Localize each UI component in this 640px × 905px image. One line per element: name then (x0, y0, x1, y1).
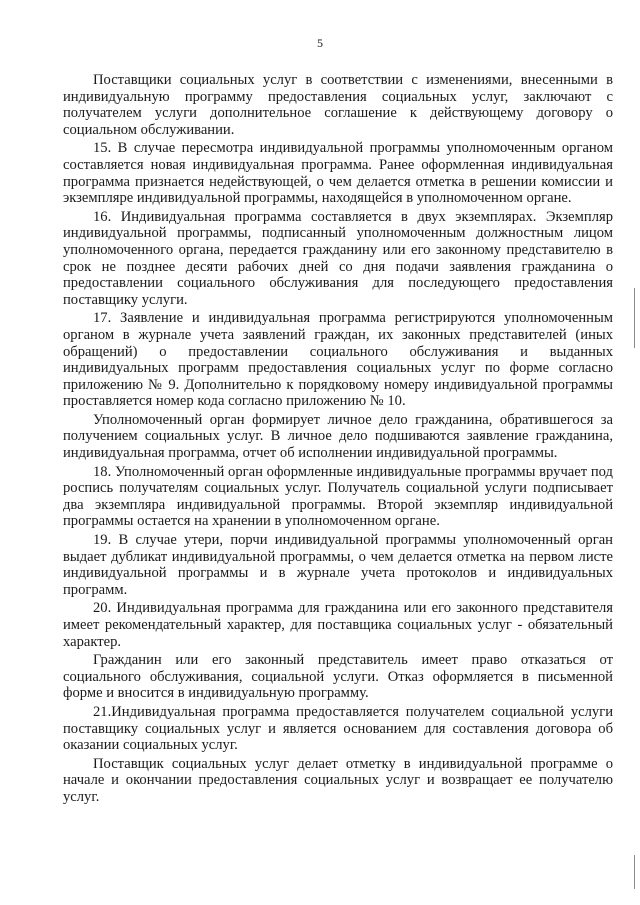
paragraph-15: 15. В случае пересмотра индивидуальной программы уполномоченным органом составляется новая индивидуальная программа. Ранее оформленная индивидуальная программа признается недействующей, о чем делается отметка в решении комиссии и экземпляре индивидуальной программы, находящейся в уполномоченном органе. (63, 140, 613, 207)
paragraph-18: 18. Уполномоченный орган оформленные индивидуальные программы вручает под роспись получателям социальных услуг. Получатель социальной услуги подписывает два экземпляра индивидуальной программы. Второй экземпляр индивидуальной программы остается на хранении в уполномоченном органе. (63, 463, 613, 530)
paragraph-supplier-mark: Поставщик социальных услуг делает отметку в индивидуальной программе о начале и окончании предоставления социальных услуг и возвращает ее получателю услуг. (63, 755, 613, 805)
scan-margin-line (634, 855, 635, 889)
page-number: 5 (317, 36, 323, 50)
paragraph-17: 17. Заявление и индивидуальная программа регистрируются уполномоченным органом в журнале учета заявлений граждан, их законных представителей (иных обращений) о предоставлении социального обслуживания и выданных индивидуальных программ предоставления социальных услуг по форме согласно приложению № 9. Дополнительно к порядковому номеру индивидуальной программы проставляется номер кода согласно приложению № 10. (63, 310, 613, 410)
paragraph-refusal: Гражданин или его законный представитель имеет право отказаться от социального обслуживания, социальной услуги. Отказ оформляется в письменной форме и вносится в индивидуальную программу. (63, 652, 613, 702)
paragraph-20: 20. Индивидуальная программа для гражданина или его законного представителя имеет рекомендательный характер, для поставщика социальных услуг - обязательный характер. (63, 600, 613, 650)
paragraph-21: 21.Индивидуальная программа предоставляется получателем социальной услуги поставщику социальных услуг и является основанием для составления договора об оказании социальных услуг. (63, 703, 613, 754)
paragraph-personal-file: Уполномоченный орган формирует личное дело гражданина, обратившегося за получением социальных услуг. В личное дело подшиваются заявление гражданина, индивидуальная программа, отчет об исполнении индивидуальной программы. (63, 411, 613, 462)
paragraph-19: 19. В случае утери, порчи индивидуальной программы уполномоченный орган выдает дубликат индивидуальной программы, о чем делается отметка на первом листе индивидуальной программы и в журнале учета протоколов и индивидуальных программ. (63, 532, 613, 598)
scan-margin-line (634, 288, 635, 348)
paragraph-supplier-agreement: Поставщики социальных услуг в соответствии с изменениями, внесенными в индивидуальную программу предоставления социальных услуг, заключают с получателем услуги дополнительное соглашение к действующему договору о социальном обслуживании. (63, 72, 613, 138)
paragraph-16: 16. Индивидуальная программа составляется в двух экземплярах. Экземпляр индивидуальной программы, подписанный уполномоченным должностным лицом уполномоченного органа, передается гражданину или его законному представителю в срок не позднее десяти рабочих дней со дня подачи заявления гражданина о предоставлении социального обслуживания для последующего предоставления поставщику услуги. (63, 208, 613, 308)
document-body (63, 72, 613, 808)
